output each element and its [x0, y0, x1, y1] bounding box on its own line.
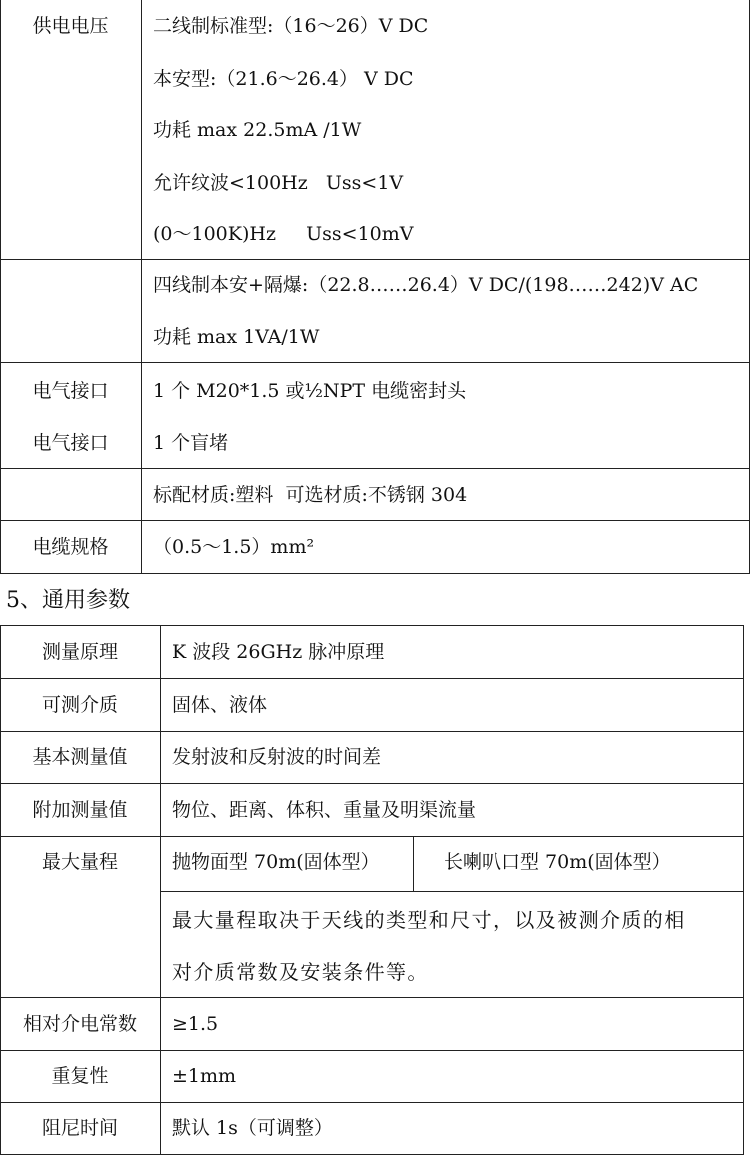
principle-value: K 波段 26GHz 脉冲原理: [172, 641, 385, 663]
table-rule: [743, 625, 744, 1155]
table-rule: [141, 0, 142, 574]
cable-gland-spec: 1 个 M20*1.5 或½NPT 电缆密封头: [153, 380, 467, 402]
horn-range-value: 长喇叭口型 70m(固体型）: [444, 851, 671, 873]
medium-label: 可测介质: [41, 694, 118, 716]
table-rule: [0, 731, 744, 732]
table-rule: [0, 678, 744, 679]
table-rule: [0, 997, 744, 998]
repeatability-label: 重复性: [51, 1065, 109, 1087]
four-wire-consumption-spec: 功耗 max 1VA/1W: [153, 326, 320, 348]
damping-label: 阻尼时间: [41, 1117, 118, 1139]
electrical-interface-label: 电气接口: [32, 432, 109, 454]
additional-measurement-label: 附加测量值: [32, 799, 128, 821]
table-rule: [0, 468, 750, 469]
range-note-line: 对介质常数及安装条件等。: [172, 960, 429, 984]
four-wire-spec: 四线制本安+隔爆:（22.8……26.4）V DC/(198……242)V AC: [153, 274, 699, 296]
intrinsic-safe-spec: 本安型:（21.6～26.4） V DC: [153, 68, 414, 90]
two-wire-standard-spec: 二线制标准型:（16～26）V DC: [153, 15, 429, 37]
damping-value: 默认 1s（可调整）: [172, 1117, 333, 1139]
section-heading: 5、通用参数: [6, 588, 130, 613]
table-rule: [0, 259, 750, 260]
table-rule: [0, 362, 750, 363]
additional-measurement-value: 物位、距离、体积、重量及明渠流量: [172, 799, 477, 821]
dielectric-value: ≥1.5: [172, 1013, 219, 1035]
table-rule: [160, 625, 161, 1155]
material-spec: 标配材质:塑料 可选材质:不锈钢 304: [153, 484, 468, 506]
table-rule: [0, 836, 744, 837]
power-consumption-spec: 功耗 max 22.5mA /1W: [153, 119, 362, 141]
basic-measurement-value: 发射波和反射波的时间差: [172, 746, 382, 768]
electrical-interface-label: 电气接口: [32, 380, 109, 402]
table-rule: [0, 1050, 744, 1051]
max-range-label: 最大量程: [41, 851, 118, 873]
table-rule: [0, 520, 750, 521]
table-rule: [0, 573, 750, 574]
table-rule: [0, 1102, 744, 1103]
power-supply-label: 供电电压: [32, 15, 109, 37]
cable-spec-value: （0.5～1.5）mm²: [153, 536, 315, 558]
table-rule: [160, 891, 744, 892]
ripple-frequency-spec: (0～100K)Hz Uss<10mV: [153, 223, 414, 245]
table-rule: [0, 783, 744, 784]
table-rule: [0, 625, 744, 626]
repeatability-value: ±1mm: [172, 1065, 237, 1087]
parabolic-range-value: 抛物面型 70m(固体型）: [172, 851, 380, 873]
table-rule: [0, 0, 1, 574]
range-note-line: 最大量程取决于天线的类型和尺寸，以及被测介质的相: [172, 908, 686, 932]
medium-value: 固体、液体: [172, 694, 268, 716]
dielectric-label: 相对介电常数: [22, 1013, 137, 1035]
principle-label: 测量原理: [41, 641, 118, 663]
cable-spec-label: 电缆规格: [32, 536, 109, 558]
blind-plug-spec: 1 个盲堵: [153, 432, 229, 454]
basic-measurement-label: 基本测量值: [32, 746, 128, 768]
table-rule: [413, 836, 414, 892]
ripple-spec: 允许纹波<100Hz Uss<1V: [153, 172, 404, 194]
